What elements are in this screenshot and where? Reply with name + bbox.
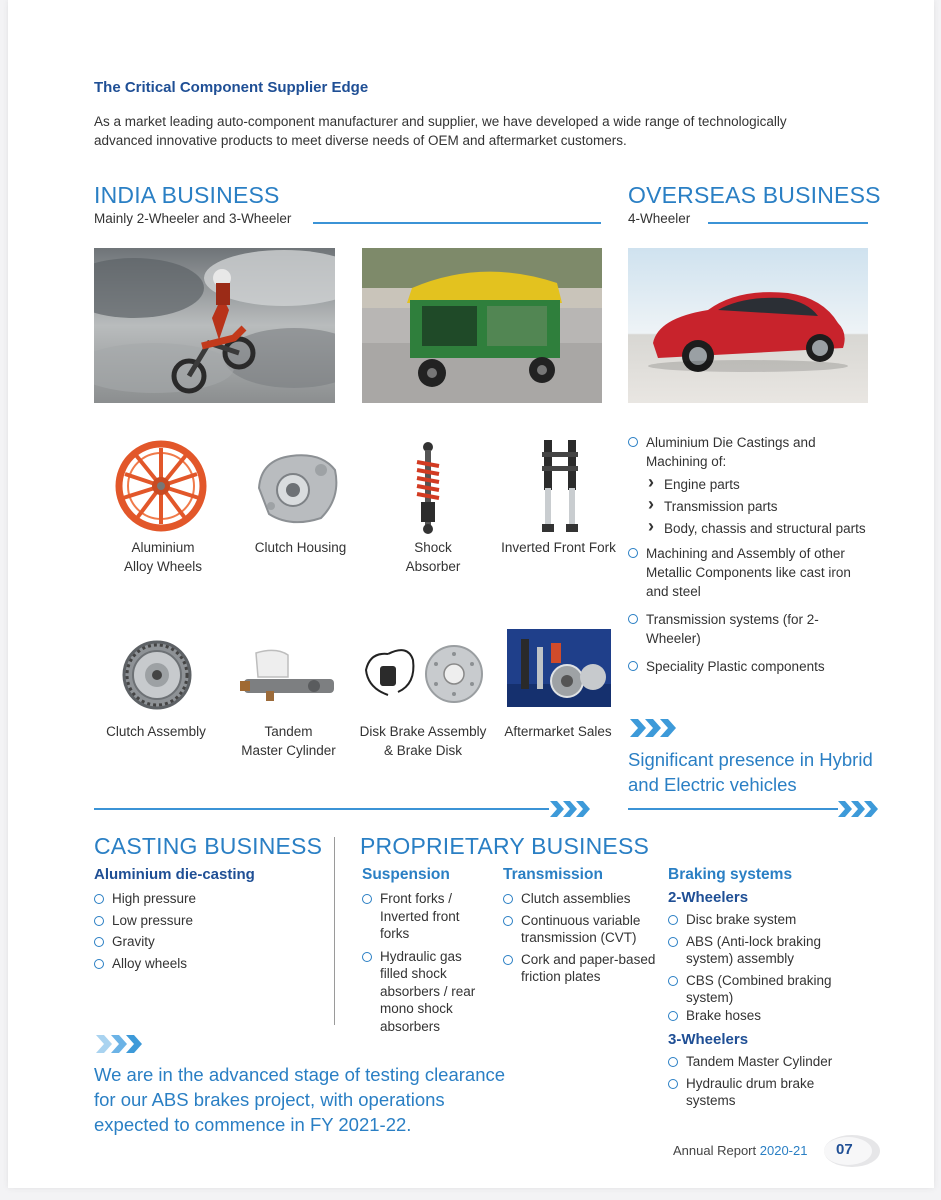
divider-rule-right — [628, 808, 838, 810]
casting-item: Alloy wheels — [94, 955, 294, 973]
product-label-clutch-housing: Clutch Housing — [254, 540, 347, 555]
transmission-item: Clutch assemblies — [503, 890, 658, 908]
intro-paragraph: As a market leading auto-component manufacturer and supplier, we have developed a wide range of technologically advanced innovative products to meet diverse needs of OEM and aftermarket customers. — [94, 114, 787, 148]
hybrid-ev-callout: Significant presence in Hybrid and Electric vehicles — [628, 749, 873, 795]
chevron-arrows-icon — [96, 1035, 146, 1058]
product-label-clutch-assembly: Clutch Assembly — [106, 724, 206, 739]
overseas-item-transmission: Transmission systems (for 2-Wheeler) — [628, 610, 868, 648]
page-number-badge — [822, 1133, 882, 1169]
braking-item: Hydraulic drum brake systems — [668, 1075, 843, 1110]
chevron-arrows-icon — [630, 719, 680, 742]
transmission-item: Continuous variable transmission (CVT) — [503, 912, 658, 947]
overseas-subitem: › Body, chassis and structural parts — [646, 519, 868, 538]
overseas-item-die-castings — [628, 433, 868, 471]
alloy-wheel-image — [115, 440, 207, 532]
divider-rule-left — [94, 808, 549, 810]
casting-item: High pressure — [94, 890, 294, 908]
suspension-item: Hydraulic gas filled shock absorbers / rear mono shock absorbers — [362, 948, 487, 1036]
product-label-aftermarket-sales: Aftermarket Sales — [504, 724, 612, 739]
overseas-item-machining: Machining and Assembly of other Metallic Components like cast iron and steel — [628, 544, 868, 601]
suspension-heading: Suspension — [362, 866, 450, 883]
chevron-arrows-icon — [550, 801, 592, 822]
braking-item: Brake hoses — [668, 1007, 843, 1025]
braking-item: CBS (Combined braking system) — [668, 972, 843, 1007]
transmission-item: Cork and paper-based friction plates — [503, 951, 658, 986]
overseas-business-title: OVERSEAS BUSINESS — [628, 182, 881, 208]
casting-business-title: CASTING BUSINESS — [94, 833, 323, 859]
vertical-divider — [334, 837, 335, 1025]
product-label-shock-absorber: Shock Absorber — [405, 540, 461, 574]
overseas-business-subtitle: 4-Wheeler — [628, 211, 691, 226]
transmission-list — [503, 890, 658, 990]
inverted-front-fork-image — [538, 438, 582, 536]
product-label-disk-brake: Disk Brake Assembly & Brake Disk — [359, 724, 487, 758]
chevron-arrows-icon — [838, 801, 880, 822]
footer-report-text: Annual Report — [673, 1143, 757, 1158]
footer-year: 2020-21 — [759, 1143, 808, 1158]
proprietary-business-title: PROPRIETARY BUSINESS — [360, 833, 650, 859]
braking-three-wheelers-list — [668, 1053, 843, 1114]
braking-heading: Braking systems — [668, 866, 793, 883]
india-business-subtitle: Mainly 2-Wheeler and 3-Wheeler — [94, 211, 292, 226]
overseas-subitem: › Transmission parts — [646, 497, 868, 516]
casting-item: Gravity — [94, 933, 294, 951]
casting-item: Low pressure — [94, 912, 294, 930]
india-business-title: INDIA BUSINESS — [94, 182, 280, 208]
overseas-subitem: › Engine parts — [646, 475, 868, 494]
overseas-rule — [708, 222, 868, 224]
page-number: 07 — [836, 1141, 853, 1158]
india-rule — [313, 222, 601, 224]
clutch-housing-image — [251, 448, 343, 528]
overseas-item-label: Aluminium Die Castings and Machining of: — [646, 435, 816, 469]
braking-item: Tandem Master Cylinder — [668, 1053, 843, 1071]
product-label-inverted-front-fork: Inverted Front Fork — [501, 540, 616, 555]
disk-brake-image — [358, 640, 488, 705]
transmission-heading: Transmission — [503, 866, 603, 883]
braking-two-wheelers-list — [668, 911, 843, 1028]
auto-rickshaw-photo — [362, 248, 602, 403]
product-label-alloy-wheels: Aluminium Alloy Wheels — [123, 540, 203, 574]
overseas-list — [628, 433, 868, 680]
product-label-tandem-master-cylinder: Tandem Master Cylinder — [241, 724, 336, 758]
shock-absorber-image — [413, 440, 443, 535]
aftermarket-sales-image — [507, 629, 611, 707]
braking-item: Disc brake system — [668, 911, 843, 929]
report-page — [8, 0, 934, 1188]
braking-two-wheelers-heading: 2-Wheelers — [668, 889, 749, 906]
car-photo — [628, 248, 868, 403]
clutch-assembly-image — [120, 640, 195, 710]
footer-report-label — [673, 1143, 807, 1158]
overseas-item-plastic: Speciality Plastic components — [628, 657, 868, 676]
braking-item: ABS (Anti-lock braking system) assembly — [668, 933, 843, 968]
casting-subtitle: Aluminium die-casting — [94, 866, 255, 883]
tandem-master-cylinder-image — [236, 645, 336, 705]
suspension-list — [362, 890, 487, 1039]
braking-three-wheelers-heading: 3-Wheelers — [668, 1031, 749, 1048]
abs-project-note: We are in the advanced stage of testing clearance for our ABS brakes project, with operations expected to commence in FY 2021-22. — [94, 1064, 506, 1135]
suspension-item: Front forks / Inverted front forks — [362, 890, 487, 943]
motorcycle-photo — [94, 248, 335, 403]
casting-list — [94, 890, 294, 976]
page-heading: The Critical Component Supplier Edge — [94, 79, 369, 96]
